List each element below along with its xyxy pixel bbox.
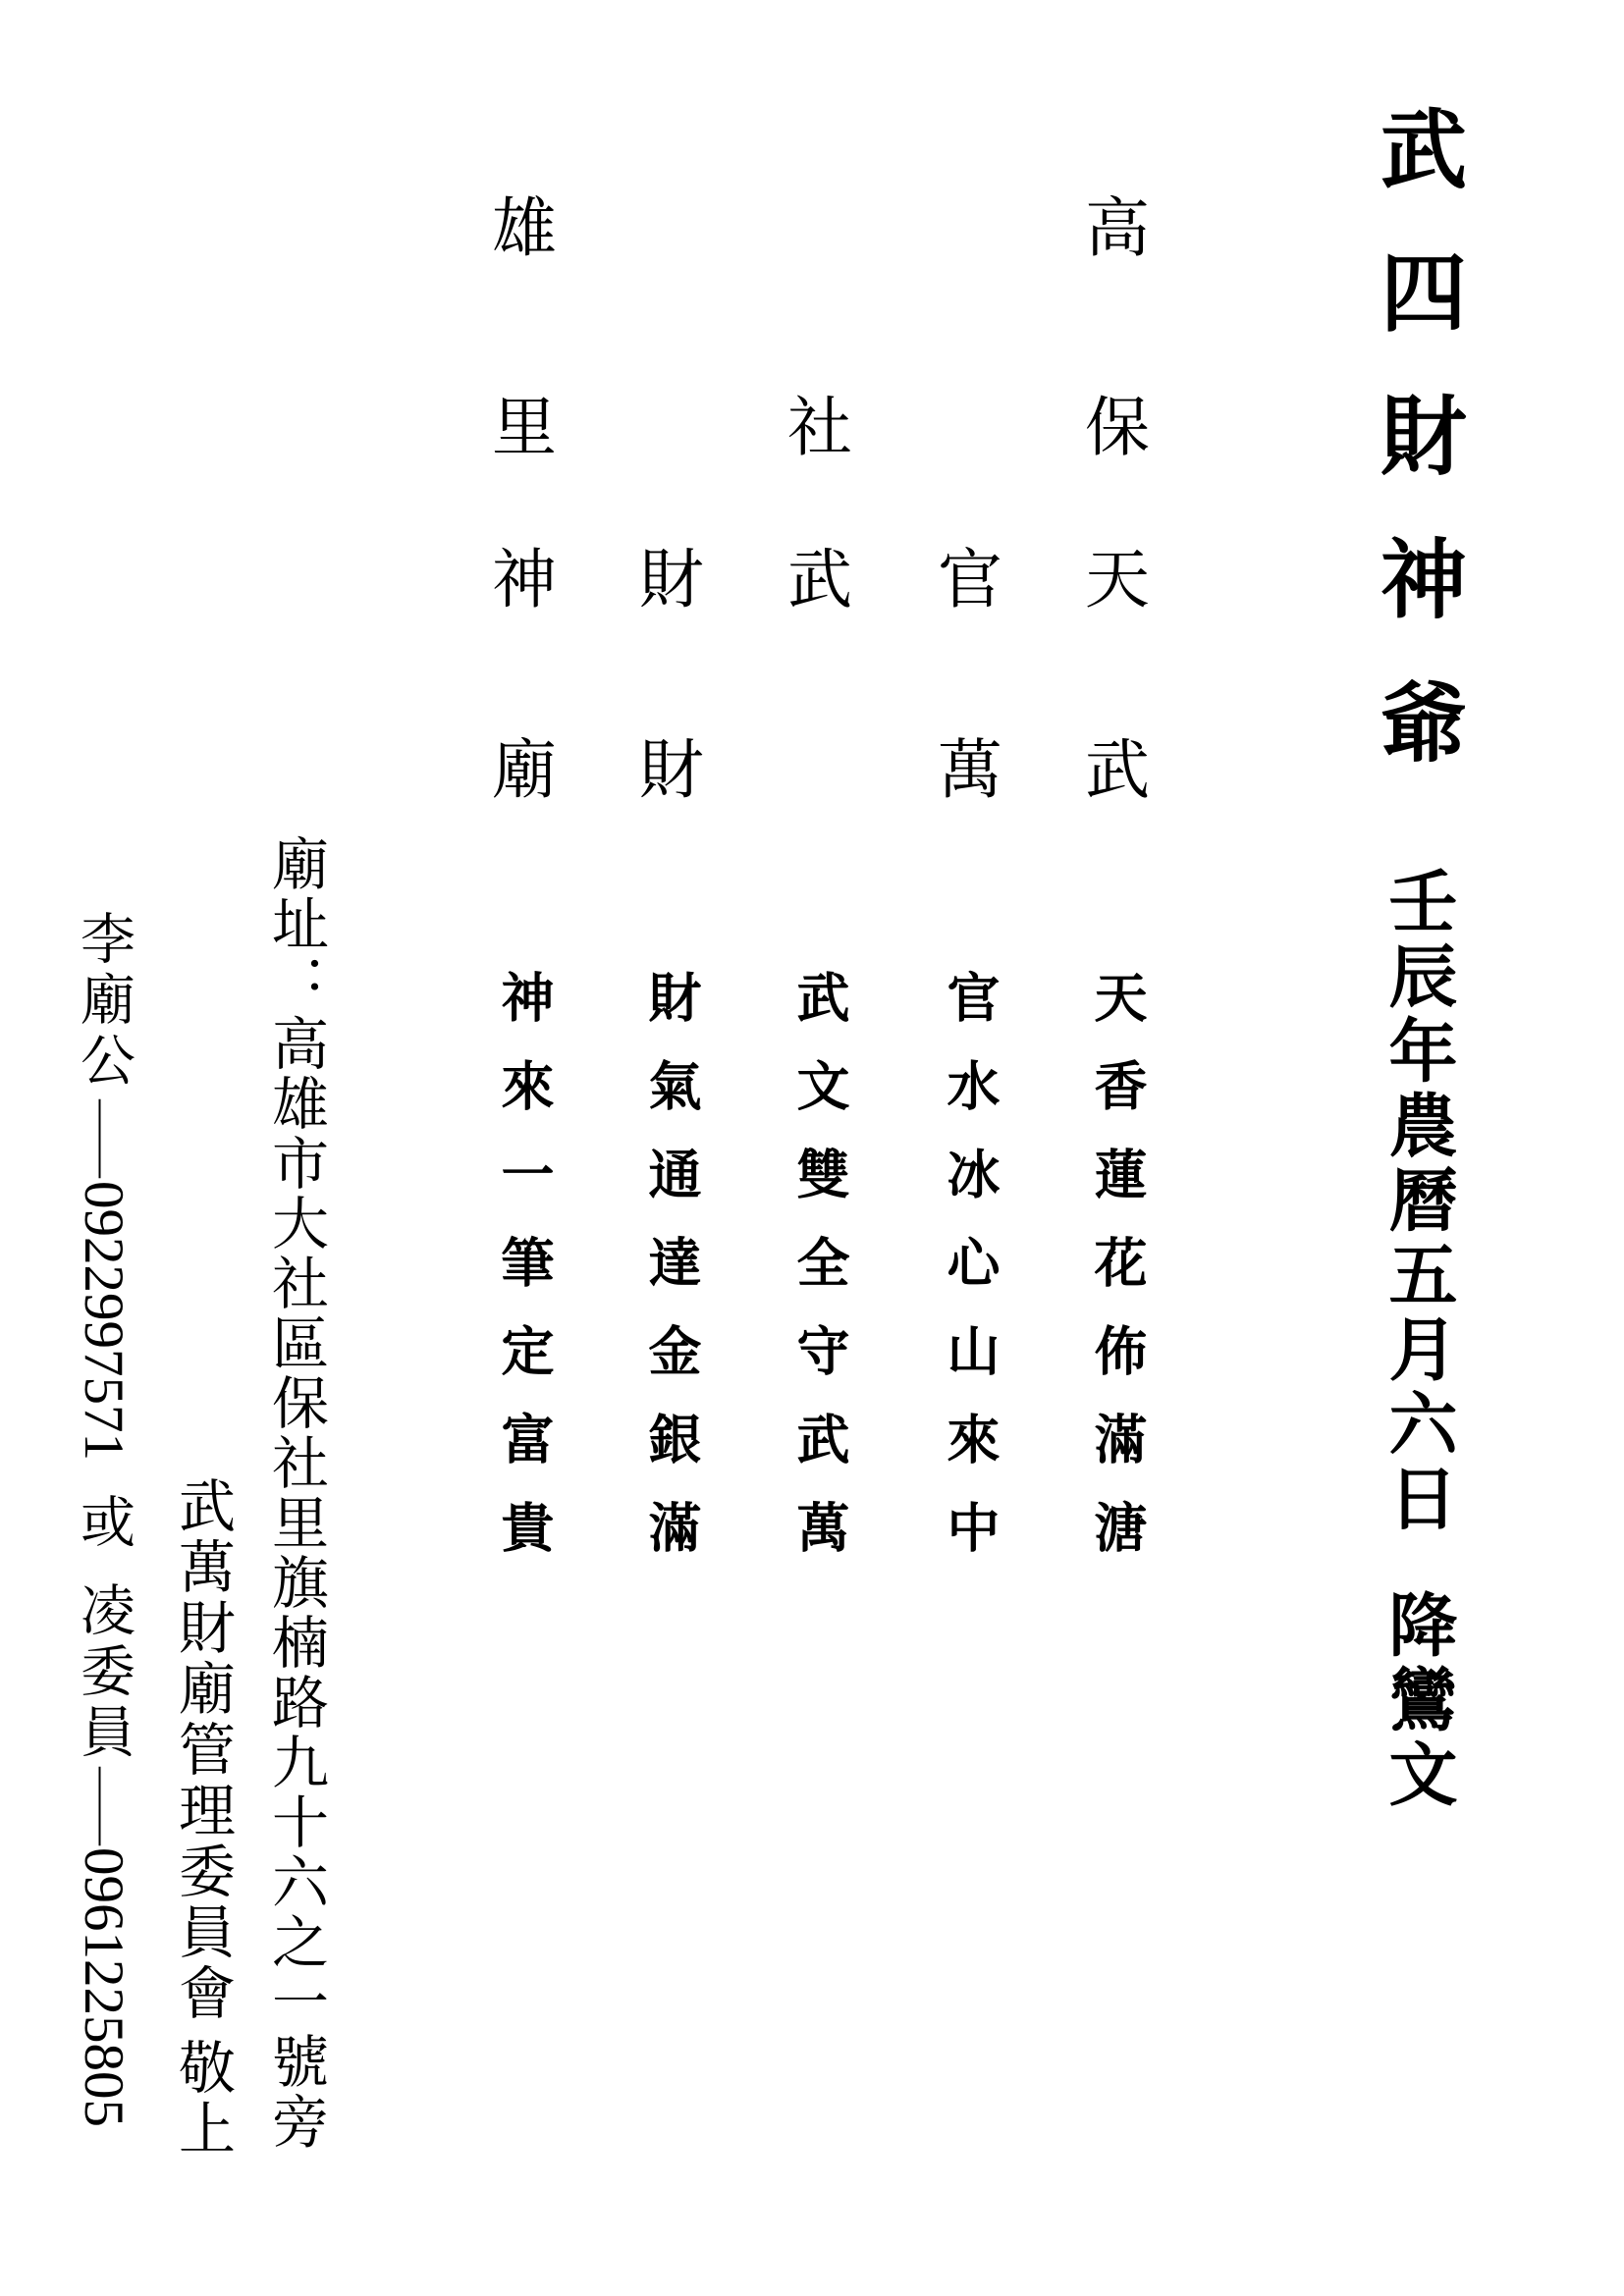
contact-phone: 0961225805: [73, 1847, 135, 2127]
acrostic-char: 天: [1085, 542, 1150, 617]
acrostic-char: 神: [492, 542, 557, 617]
contact-name: 李廟公: [72, 910, 135, 1093]
acrostic-char: 財: [639, 732, 704, 808]
poem-line: 神來一筆定富貴: [493, 970, 556, 1588]
acrostic-char: 武: [1085, 732, 1150, 808]
acrostic-char: 廟: [492, 732, 557, 808]
poem-line: 官水冰心山來中: [939, 970, 1001, 1588]
acrostic-char: 保: [1085, 390, 1150, 465]
acrostic-char: 雄: [492, 190, 557, 266]
acrostic-char: 武: [787, 542, 852, 617]
poem-line: 天香蓮花佈滿溏: [1086, 970, 1149, 1588]
signature-closing: 敬上: [169, 2038, 236, 2160]
acrostic-char: 社: [787, 390, 852, 465]
contact-dash: ——: [81, 1767, 126, 1845]
poem-line: 財氣通達金銀滿: [640, 970, 703, 1588]
acrostic-char: 財: [639, 542, 704, 617]
document-type-label: 降鸞文: [1378, 1589, 1459, 1813]
acrostic-char: 萬: [938, 732, 1002, 808]
temple-address: 廟址：高雄市大社區保社里旗楠路九十六之一號旁: [262, 834, 329, 2152]
acrostic-char: 高: [1085, 190, 1150, 266]
contact-phone: 0922997571: [73, 1181, 135, 1461]
contact-dash: ——: [81, 1099, 126, 1178]
temple-title: 武四財神爺: [1367, 104, 1469, 821]
acrostic-char: 里: [492, 390, 557, 465]
date-line: 壬辰年農曆五月六日: [1378, 866, 1459, 1537]
contact-or: 或: [72, 1493, 135, 1548]
signature-committee: 武萬財廟管理委員會: [169, 1476, 236, 2024]
acrostic-char: 官: [938, 542, 1002, 617]
contact-name: 凌委員: [72, 1581, 135, 1764]
poem-line: 武文雙全守武萬: [788, 970, 851, 1588]
